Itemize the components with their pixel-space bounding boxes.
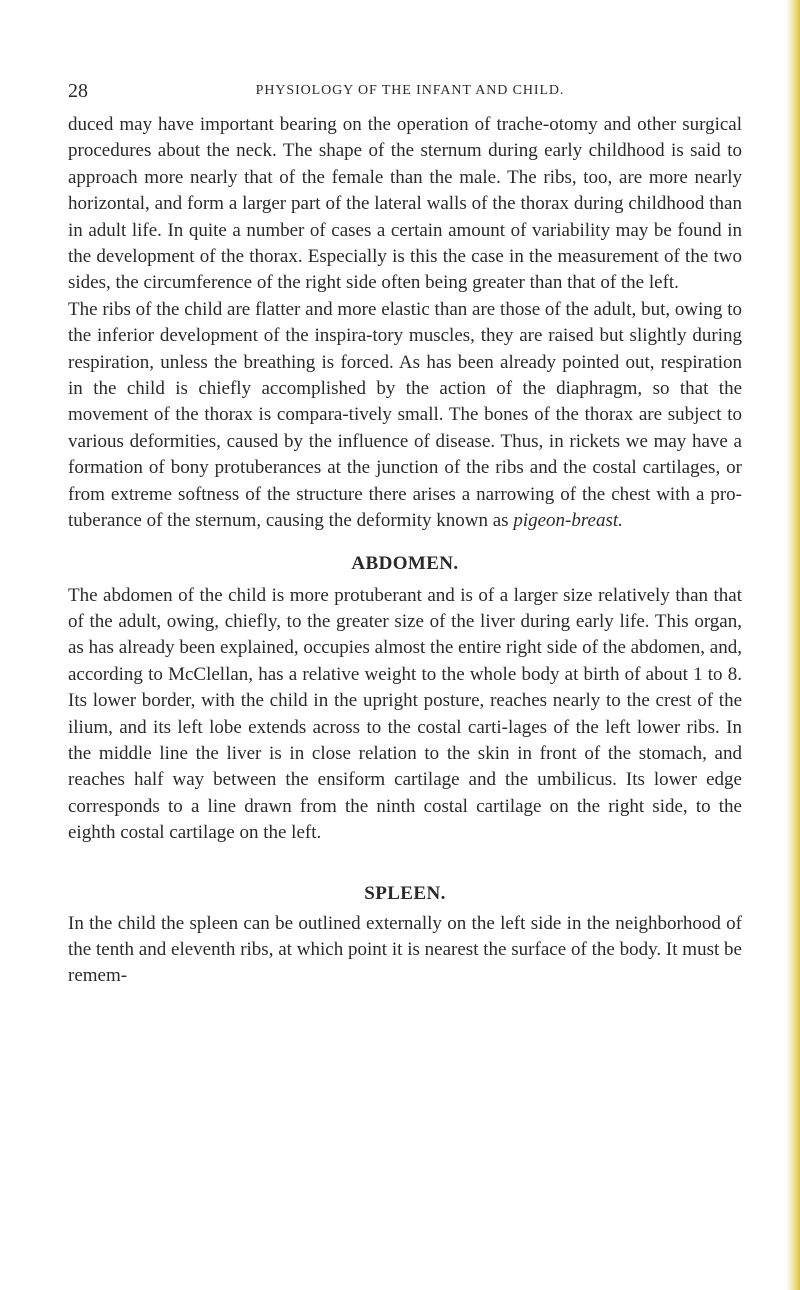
thorax-paragraph-2-text: The ribs of the child are flatter and more elastic than are those of the adult, but, owing to the inferior development of the inspira-tory muscles, they are raised but slightly during respiration, unless the breathing is forced. As has been already pointed out, respiration in the child is chiefly accomplished by the action of the diaphragm, so that the movement of the thorax is compara-tively small. The bones of the thorax are subject to various deformities, caused by the influence of disease. Thus, in rickets we may have a formation of bony protuberances at the junction of the ribs and the costal cartilages, or from extreme softness of the structure there arises a narrowing of the chest with a pro-tuberance of the sternum, causing the deformity known as [68,298,742,532]
thorax-paragraph-2 [68,297,742,535]
spleen-heading: SPLEEN. [364,882,446,904]
pigeon-breast-term: pigeon-breast. [513,510,623,532]
book-page [68,80,742,990]
spleen-paragraph: In the child the spleen can be outlined externally on the left side in the neighborhood of the tenth and eleventh ribs, at which point it is nearest the surface of the body. It must be remem- [68,912,742,987]
abdomen-heading: ABDOMEN. [351,552,459,574]
page-edge-tint [786,0,800,1290]
running-head [68,80,742,104]
running-title: PHYSIOLOGY OF THE INFANT AND CHILD. [255,83,565,98]
page-number: 28 [68,80,88,102]
abdomen-paragraph: The abdomen of the child is more protuberant and is of a larger size relatively than that of the adult, owing, chiefly, to the greater size of the liver during early life. This organ, as has already been explained, occupies almost the entire right side of the abdomen, and, according to McClellan, has a relative weight to the whole body at birth of about 1 to 8. Its lower border, with the child in the upright posture, reaches nearly to the crest of the ilium, and its left lobe extends across to the costal carti-lages of the left lower ribs. In the middle line the liver is in close relation to the skin in front of the stomach, and reaches half way between the ensiform cartilage and the umbilicus. Its lower edge corresponds to a line drawn from the ninth costal cartilage on the right side, to the eighth costal cartilage on the left. [68,584,742,844]
thorax-paragraph-1: duced may have important bearing on the operation of trache-otomy and other surgical procedures about the neck. The shape of the sternum during early childhood is said to approach more nearly that of the female than the male. The ribs, too, are more nearly horizontal, and form a larger part of the lateral walls of the thorax during childhood than in adult life. In quite a number of cases a certain amount of variability may be found in the development of the thorax. Especially is this the case in the measurement of the two sides, the circumference of the right side often being greater than that of the left. [68,114,742,294]
